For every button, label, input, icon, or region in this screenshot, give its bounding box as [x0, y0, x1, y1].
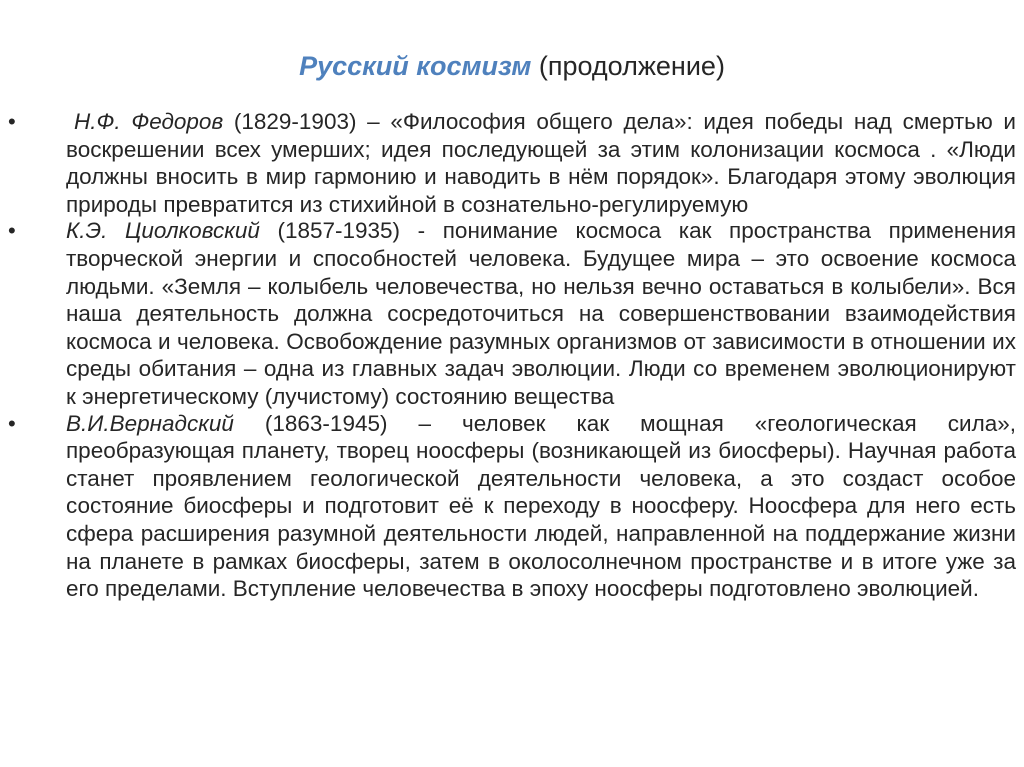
- slide-title: [0, 46, 1024, 86]
- bullet-icon: •: [8, 410, 16, 436]
- person-name: Н.Ф. Федоров: [74, 109, 224, 134]
- list-item-vernadsky: [0, 410, 1024, 603]
- item-text: (1829-1903) – «Философия общего дела»: идея победы над смертью и воскрешении всех умерших; идея последующей за этим колонизации космоса . «Люди должны вносить в мир гармонию и наводить в нём порядок». Благодаря этому эволюция природы превратится из стихийной в сознательно-регулируемую: [66, 109, 1016, 217]
- list-item-tsiolkovsky: [0, 217, 1024, 410]
- bullet-list: [0, 108, 1024, 603]
- title-subtitle: (продолжение): [538, 51, 725, 81]
- bullet-icon: •: [8, 109, 16, 134]
- item-text: (1857-1935) - понимание космоса как пространства применения творческой энергии и способностей человека. Будущее мира – это освоение космоса людьми. «Земля – колыбель человечества, но нельзя вечно оставаться в колыбели». Вся наша деятельность должна сосредоточиться на совершенствовании взаимодействия космоса и человека. Освобождение разумных организмов от зависимости в отношении их среды обитания – одна из главных задач эволюции. Люди со временем эволюционируют к энергетическому (лучистому) состоянию вещества: [66, 218, 1016, 409]
- list-item-fedorov: [0, 108, 1024, 218]
- person-name: В.И.Вернадский: [66, 410, 234, 436]
- person-name: К.Э. Циолковский: [66, 218, 260, 244]
- title-emphasis: Русский космизм: [299, 51, 532, 81]
- item-text: (1863-1945) – человек как мощная «геологическая сила», преобразующая планету, творец ноосферы (возникающей из биосферы). Научная работа станет проявлением геологической деятельности человека, а это создаст особое состояние биосферы и подготовит её к переходу в ноосферу. Ноосфера для него есть сфера расширения разумной деятельности людей, направленной на поддержание жизни на планете в рамках биосферы, затем в околосолнечном пространстве и в итоге уже за его пределами. Вступление человечества в эпоху ноосферы подготовлено эволюцией.: [66, 410, 1016, 602]
- bullet-icon: •: [8, 218, 16, 244]
